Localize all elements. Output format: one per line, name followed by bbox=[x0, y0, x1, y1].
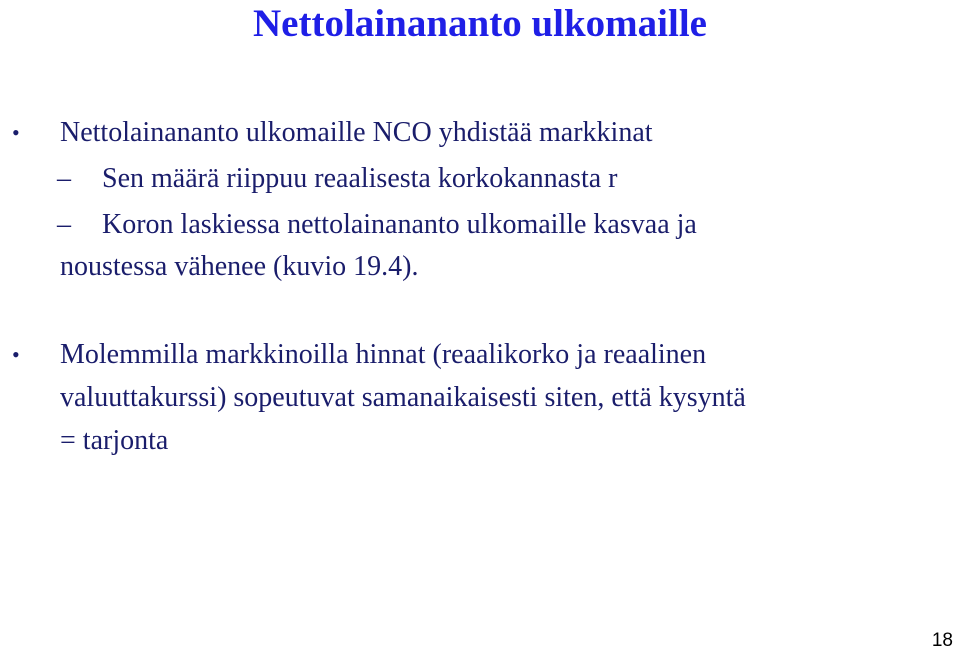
slide-title: Nettolainananto ulkomaille bbox=[253, 2, 707, 45]
sub-bullet-continuation: noustessa vähenee (kuvio 19.4). bbox=[60, 251, 419, 282]
bullet-text-line: Molemmilla markkinoilla hinnat (reaalikorko ja reaalinen bbox=[60, 339, 707, 370]
bullet-text: Nettolainananto ulkomaille NCO yhdistää markkinat bbox=[60, 117, 653, 148]
bullet-text-line: = tarjonta bbox=[60, 425, 169, 456]
page-number: 18 bbox=[931, 630, 953, 651]
bullet-text-line: valuuttakurssi) sopeutuvat samanaikaisesti siten, että kysyntä bbox=[60, 382, 746, 413]
sub-bullet-text: Koron laskiessa nettolainananto ulkomaille kasvaa ja bbox=[102, 209, 697, 240]
sub-bullet-text: Sen määrä riippuu reaalisesta korkokannasta r bbox=[102, 163, 618, 194]
bullet-dot: • bbox=[12, 342, 20, 367]
sub-bullet-dash: – bbox=[57, 209, 71, 240]
sub-bullet-dash: – bbox=[57, 163, 71, 194]
bullet-dot: • bbox=[12, 120, 20, 145]
